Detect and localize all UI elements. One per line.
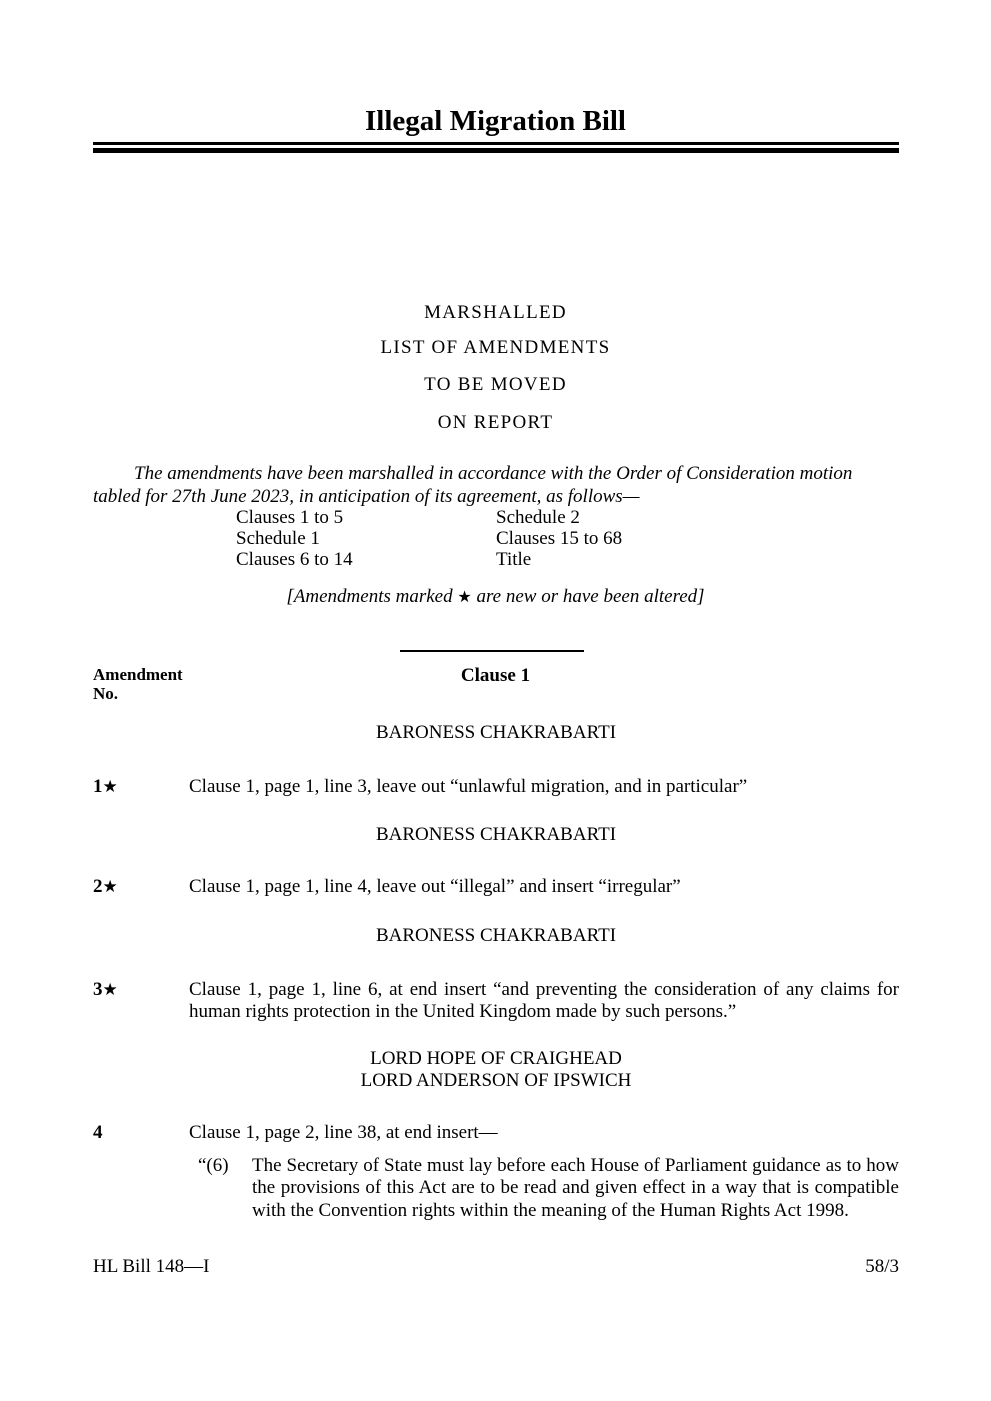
new-amendment-star-icon: ★ [102,777,118,797]
new-amendment-star-icon: ★ [102,980,118,1000]
amendment-text: Clause 1, page 1, line 6, at end insert “and preventing the consideration of any claims for human rights protection in the United Kingdom made by such persons.” [189,979,899,1022]
marshalling-note: The amendments have been marshalled in accordance with the Order of Consideration motion tabled for 27th June 2023, in anticipation of its agreement, as follows— [93,463,853,507]
star-note-suffix: are new or have been altered] [471,586,705,607]
order-item: Title [496,549,532,570]
clause-heading: Clause 1 [460,665,531,686]
order-item: Schedule 1 [236,528,320,549]
new-amendment-star-icon: ★ [102,877,118,897]
order-item: Clauses 15 to 68 [496,528,623,549]
amendment-number: 2★ [93,876,118,897]
amendment-no-column-header: Amendment No. [93,665,183,703]
amendment-text: Clause 1, page 1, line 4, leave out “illegal” and insert “irregular” [189,876,681,897]
star-icon: ★ [457,587,472,606]
section-divider-rule [400,650,584,652]
title-double-rule [93,142,899,153]
heading-marshalled: MARSHALLED [424,302,567,323]
order-item: Schedule 2 [496,507,580,528]
amendment-number: 4 [93,1122,103,1143]
amendment-text: Clause 1, page 1, line 3, leave out “unlawful migration, and in particular” [189,776,748,797]
sponsor-name: LORD ANDERSON OF IPSWICH [360,1070,632,1091]
heading-to-be-moved: TO BE MOVED [424,374,567,395]
order-item: Clauses 1 to 5 [236,507,344,528]
amendment-number: 3★ [93,979,118,1000]
sponsor-name: BARONESS CHAKRABARTI [375,722,617,743]
amendment-text: Clause 1, page 2, line 38, at end insert— [189,1122,498,1143]
heading-list-of-amendments: LIST OF AMENDMENTS [380,337,611,358]
order-of-consideration-column-1 [236,507,353,570]
order-of-consideration-column-2 [496,507,622,570]
order-item: Clauses 6 to 14 [236,549,353,570]
sponsor-name: LORD HOPE OF CRAIGHEAD [370,1048,622,1069]
inserted-subsection-label: “(6) [198,1155,229,1176]
page-footer [93,1257,899,1276]
star-note-prefix: [Amendments marked [286,586,458,607]
sponsor-name: BARONESS CHAKRABARTI [375,824,617,845]
sponsor-name: BARONESS CHAKRABARTI [375,925,617,946]
star-legend-note [0,587,991,606]
heading-on-report: ON REPORT [437,412,554,433]
inserted-subsection-text: The Secretary of State must lay before each House of Parliament guidance as to how the provisions of this Act are to be read and given effect in a way that is compatible with the Convention rights within the meaning of the Human Rights Act 1998. [252,1155,899,1221]
footer-bill-reference: HL Bill 148—I [93,1256,210,1277]
footer-page-reference: 58/3 [865,1256,899,1277]
amendment-number: 1★ [93,776,118,797]
page-title: Illegal Migration Bill [365,105,626,137]
